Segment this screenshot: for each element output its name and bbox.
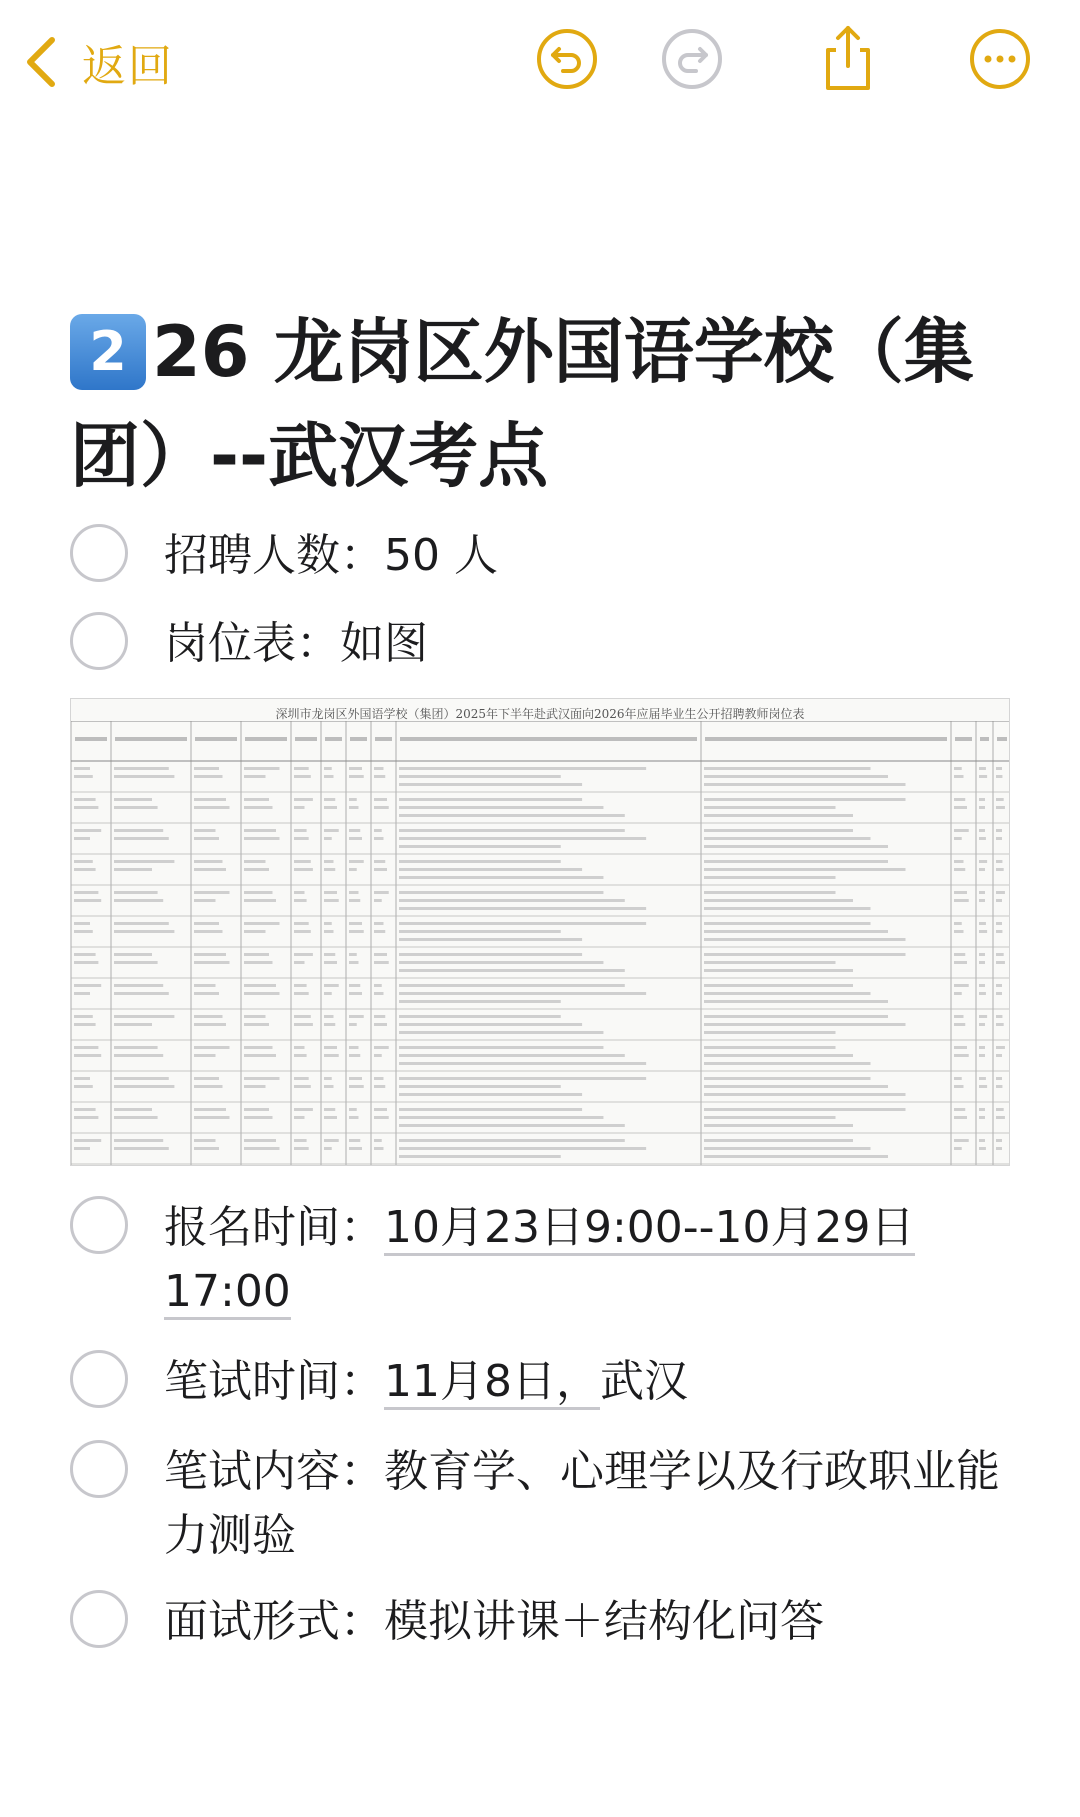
checklist-item-exam-time — [70, 1350, 1030, 1414]
item-label: 招聘人数： — [164, 530, 384, 581]
item-value: 如图 — [340, 618, 428, 669]
item-value: 11月8日， — [384, 1356, 600, 1410]
title-line-1: 26 龙岗区外国语学校（集 — [152, 311, 974, 393]
back-button[interactable] — [22, 30, 174, 94]
item-value: 模拟讲课＋结构化问答 — [384, 1596, 824, 1647]
share-icon — [816, 22, 880, 94]
redo-icon — [660, 27, 724, 91]
checkbox[interactable] — [70, 1590, 128, 1648]
keycap-number-badge: 2 — [70, 314, 146, 390]
chevron-left-icon — [22, 34, 58, 90]
item-label: 笔试内容： — [164, 1446, 384, 1497]
checkbox[interactable] — [70, 524, 128, 582]
item-value-location: 武汉 — [599, 1356, 688, 1407]
title-line-2: 团）--武汉考点 — [70, 415, 549, 497]
checkbox[interactable] — [70, 1196, 128, 1254]
item-value: 10月23日9:00--10月29日 17:00 — [164, 1202, 915, 1320]
table-grid-graphic — [71, 721, 1010, 1166]
back-label: 返回 — [82, 41, 174, 92]
item-value: 50 人 — [384, 530, 498, 581]
checkbox[interactable] — [70, 1350, 128, 1408]
item-label: 面试形式： — [164, 1596, 384, 1647]
item-value: 教育学、心理学以及行政职业能力测验 — [164, 1446, 1000, 1561]
item-label: 笔试时间： — [164, 1356, 384, 1407]
checklist-item-position-table — [70, 612, 1030, 676]
undo-icon — [535, 27, 599, 91]
share-button[interactable] — [816, 22, 880, 94]
table-image-title: 深圳市龙岗区外国语学校（集团）2025年下半年赴武汉面向2026年应届毕业生公开招聘教师岗位表 — [275, 707, 805, 721]
position-table-image[interactable] — [70, 698, 1010, 1166]
more-icon — [968, 27, 1032, 91]
checklist-item-headcount — [70, 524, 1030, 588]
checkbox[interactable] — [70, 1440, 128, 1498]
checklist-item-interview-format — [70, 1590, 1030, 1654]
undo-button[interactable] — [535, 27, 599, 91]
redo-button[interactable] — [660, 27, 724, 91]
more-button[interactable] — [968, 27, 1032, 91]
item-label: 岗位表： — [164, 618, 340, 669]
checklist-item-exam-content — [70, 1440, 1030, 1568]
checkbox[interactable] — [70, 612, 128, 670]
nav-bar — [0, 0, 1080, 130]
item-label: 报名时间： — [164, 1202, 384, 1253]
note-title — [70, 300, 1030, 508]
checklist-item-registration-time — [70, 1196, 1030, 1324]
